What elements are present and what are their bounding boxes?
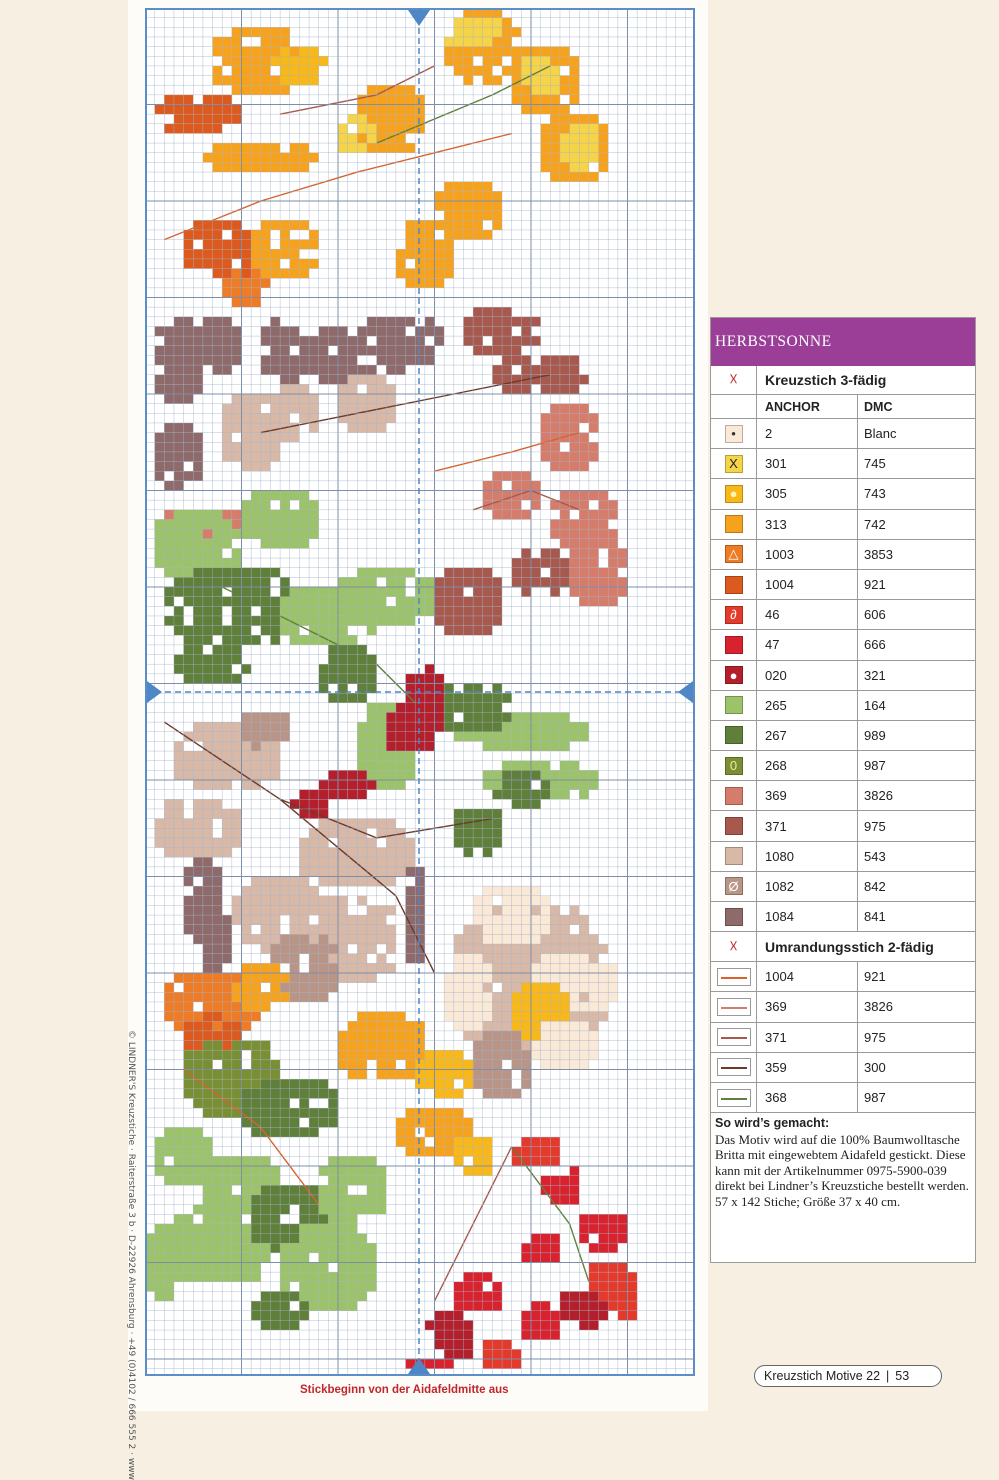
dmc-number: 666 bbox=[857, 630, 886, 659]
legend-row bbox=[711, 842, 975, 872]
border-legend-row bbox=[711, 962, 975, 992]
anchor-number: 369 bbox=[765, 788, 787, 804]
legend-row bbox=[711, 540, 975, 570]
legend-row bbox=[711, 510, 975, 540]
anchor-number: 020 bbox=[765, 667, 787, 683]
legend-row bbox=[711, 811, 975, 841]
cross-stitch-icon: ☓ bbox=[728, 370, 739, 389]
dmc-number: 742 bbox=[857, 510, 886, 539]
legend-row bbox=[711, 751, 975, 781]
legend-row bbox=[711, 570, 975, 600]
anchor-number: 313 bbox=[765, 516, 787, 532]
thread-swatch-icon: ● bbox=[725, 666, 743, 684]
dmc-number: 3853 bbox=[857, 540, 893, 569]
legend-row bbox=[711, 902, 975, 932]
dmc-number: 743 bbox=[857, 479, 886, 508]
anchor-number: 1004 bbox=[765, 969, 794, 985]
magazine-title: Kreuzstich Motive 22 bbox=[764, 1369, 881, 1383]
dmc-number: 321 bbox=[857, 661, 886, 690]
backstitch-line-icon bbox=[717, 1058, 751, 1076]
thread-swatch-icon bbox=[725, 908, 743, 926]
anchor-number: 46 bbox=[765, 607, 780, 623]
legend-row bbox=[711, 449, 975, 479]
dmc-number: 543 bbox=[857, 842, 886, 871]
cross-stitch-icon: ☓ bbox=[728, 936, 739, 956]
dmc-number: 987 bbox=[857, 751, 886, 780]
thread-swatch-icon: △ bbox=[725, 545, 743, 563]
thread-swatch-icon: ● bbox=[725, 485, 743, 503]
anchor-number: 268 bbox=[765, 758, 787, 774]
thread-swatch-icon: 0 bbox=[725, 757, 743, 775]
anchor-number: 305 bbox=[765, 486, 787, 502]
dmc-number: 987 bbox=[857, 1083, 886, 1112]
legend-header-row bbox=[711, 395, 975, 419]
section-title: Kreuzstich 3-fädig bbox=[765, 372, 887, 388]
thread-swatch-icon: X bbox=[725, 455, 743, 473]
dmc-number: Blanc bbox=[857, 419, 897, 448]
dmc-number: 3826 bbox=[857, 992, 893, 1021]
dmc-number: 164 bbox=[857, 691, 886, 720]
instructions bbox=[711, 1113, 975, 1209]
legend-row bbox=[711, 872, 975, 902]
legend-row bbox=[711, 781, 975, 811]
anchor-number: 369 bbox=[765, 999, 787, 1015]
border-legend-row bbox=[711, 1053, 975, 1083]
legend-row bbox=[711, 419, 975, 449]
anchor-number: 265 bbox=[765, 697, 787, 713]
anchor-number: 1003 bbox=[765, 546, 794, 562]
legend-row bbox=[711, 600, 975, 630]
anchor-number: 47 bbox=[765, 637, 780, 653]
thread-swatch-icon bbox=[725, 847, 743, 865]
anchor-number: 368 bbox=[765, 1090, 787, 1106]
legend-title: HERBSTSONNE bbox=[711, 318, 975, 366]
anchor-number: 301 bbox=[765, 456, 787, 472]
dmc-number: 745 bbox=[857, 449, 886, 478]
backstitch-line-icon bbox=[717, 1089, 751, 1107]
border-legend-row bbox=[711, 1023, 975, 1053]
page-number: 53 bbox=[895, 1369, 910, 1383]
chart-grid bbox=[145, 8, 695, 1376]
anchor-number: 1084 bbox=[765, 909, 794, 925]
page-footer bbox=[754, 1365, 942, 1387]
dmc-number: 975 bbox=[857, 811, 886, 840]
dmc-number: 921 bbox=[857, 962, 886, 991]
anchor-number: 267 bbox=[765, 727, 787, 743]
anchor-number: 359 bbox=[765, 1059, 787, 1075]
anchor-number: 1004 bbox=[765, 577, 794, 593]
dmc-number: 3826 bbox=[857, 781, 893, 810]
dmc-number: 989 bbox=[857, 721, 886, 750]
dmc-header: DMC bbox=[857, 395, 892, 418]
dmc-number: 300 bbox=[857, 1053, 886, 1082]
thread-swatch-icon: • bbox=[725, 425, 743, 443]
backstitch-line-icon bbox=[717, 1028, 751, 1046]
anchor-number: 1082 bbox=[765, 878, 794, 894]
dmc-number: 606 bbox=[857, 600, 886, 629]
thread-swatch-icon: Ø bbox=[725, 877, 743, 895]
chart-caption: Stickbeginn von der Aidafeldmitte aus bbox=[300, 1384, 509, 1396]
legend-row bbox=[711, 691, 975, 721]
legend-row bbox=[711, 661, 975, 691]
anchor-number: 371 bbox=[765, 1029, 787, 1045]
legend-section-cross-stitch bbox=[711, 366, 975, 395]
dmc-number: 975 bbox=[857, 1023, 886, 1052]
thread-swatch-icon bbox=[725, 787, 743, 805]
thread-swatch-icon bbox=[725, 696, 743, 714]
thread-swatch-icon bbox=[725, 576, 743, 594]
dmc-number: 921 bbox=[857, 570, 886, 599]
dmc-number: 841 bbox=[857, 902, 886, 931]
footer-separator: | bbox=[886, 1369, 890, 1383]
legend-row bbox=[711, 721, 975, 751]
thread-swatch-icon bbox=[725, 515, 743, 533]
anchor-number: 2 bbox=[765, 426, 773, 442]
anchor-number: 371 bbox=[765, 818, 787, 834]
thread-swatch-icon bbox=[725, 726, 743, 744]
section-title: Umrandungsstich 2-fädig bbox=[765, 938, 934, 955]
instructions-title: So wird’s gemacht: bbox=[715, 1116, 830, 1131]
legend-row bbox=[711, 630, 975, 660]
backstitch-line-icon bbox=[717, 968, 751, 986]
legend-section-border-stitch bbox=[711, 932, 975, 962]
anchor-header: ANCHOR bbox=[765, 399, 820, 414]
backstitch-line-icon bbox=[717, 998, 751, 1016]
thread-swatch-icon bbox=[725, 636, 743, 654]
border-legend-row bbox=[711, 992, 975, 1022]
cross-stitch-chart bbox=[145, 8, 695, 1376]
instructions-text: Das Motiv wird auf die 100% Baumwolltasche Britta mit eingewebtem Aidafeld gestickt. Diese kann mit der Artikelnummer 0975-5900-039 direkt bei Lindner’s Kreuzstiche bestellt werden. bbox=[715, 1131, 969, 1194]
color-legend bbox=[710, 317, 976, 1263]
copyright-notice: © LINDNER'S Kreuzstiche · Raiterstraße 3 b · D-22926 Ahrensburg · +49 (0)4102 / 666 555 2 · www bbox=[126, 1030, 136, 1480]
anchor-number: 1080 bbox=[765, 848, 794, 864]
thread-swatch-icon: ∂ bbox=[725, 606, 743, 624]
thread-swatch-icon bbox=[725, 817, 743, 835]
stitch-size: 57 x 142 Stiche; Größe 37 x 40 cm. bbox=[715, 1193, 901, 1209]
border-legend-row bbox=[711, 1083, 975, 1113]
dmc-number: 842 bbox=[857, 872, 886, 901]
legend-row bbox=[711, 479, 975, 509]
